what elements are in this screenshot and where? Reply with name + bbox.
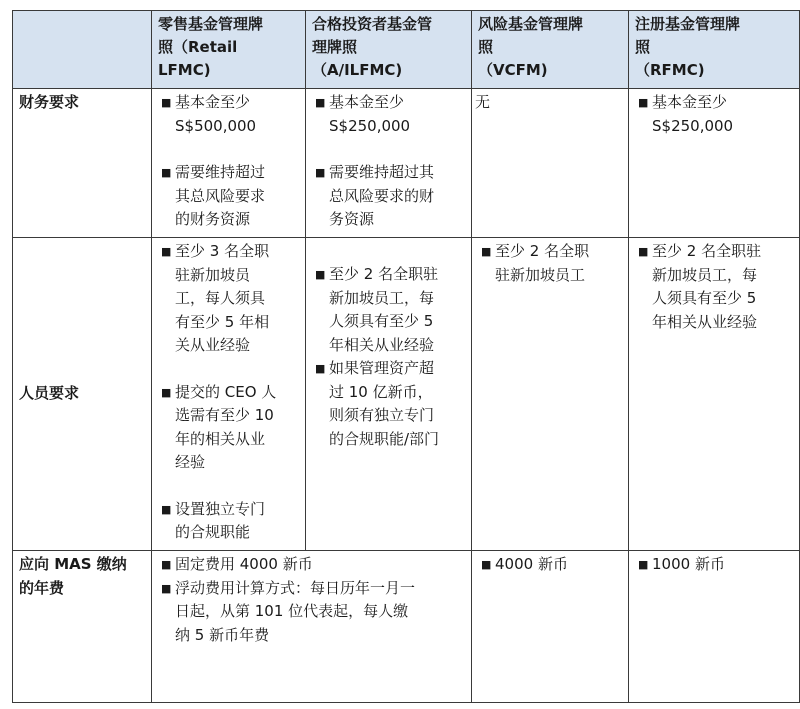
- bullet-icon: ■: [315, 362, 326, 375]
- item-line: 日起，从第 101 位代表起，每人缴: [175, 602, 409, 620]
- cell-personnel-vcfm: [472, 238, 629, 551]
- bullet-icon: ■: [161, 245, 172, 258]
- header-line: LFMC): [158, 61, 211, 79]
- item-line: 总风险要求的财: [329, 186, 435, 205]
- item-line: 需要维持超过: [175, 163, 266, 181]
- list-item: [312, 263, 465, 357]
- row-label-financial: 财务要求: [13, 89, 152, 238]
- header-row: [13, 11, 800, 89]
- header-line: 照: [478, 38, 494, 56]
- table-row-annual-fee: [13, 551, 800, 703]
- item-line: 固定费用 4000 新币: [175, 555, 313, 573]
- header-line: 照（Retail: [158, 38, 238, 56]
- item-line: 至少 2 名全职驻: [652, 242, 762, 260]
- bullet-icon: ■: [161, 502, 172, 516]
- header-line: 照: [635, 38, 651, 56]
- item-line: 设置独立专门: [175, 499, 266, 518]
- item-line: 的财务资源: [175, 210, 251, 228]
- header-line: 注册基金管理牌: [635, 15, 741, 33]
- bullet-icon: ■: [315, 96, 326, 109]
- table-row-financial: [13, 89, 800, 238]
- bullet-icon: ■: [161, 581, 172, 595]
- label-line: 应向 MAS 缴纳: [19, 555, 127, 573]
- item-line: 基本金至少: [329, 93, 405, 111]
- header-line: （RFMC): [635, 61, 705, 79]
- header-retail-lfmc: [152, 11, 306, 89]
- item-line: 选需有至少 10: [175, 406, 274, 424]
- bullet-icon: ■: [161, 96, 172, 109]
- item-line: 浮动费用计算方式：每日历年一月一: [175, 578, 416, 597]
- item-line: 纳 5 新币年费: [175, 625, 270, 644]
- cell-financial-vcfm: [472, 89, 629, 238]
- bullet-icon: ■: [638, 245, 649, 258]
- item-line: 新加坡员工，每: [652, 265, 758, 284]
- item-line: 提交的 CEO 人: [175, 382, 277, 401]
- list-item: [158, 240, 299, 358]
- label-line: 的年费: [19, 578, 65, 597]
- list-item: [158, 577, 465, 648]
- item-line: 其总风险要求: [175, 186, 266, 205]
- list-item: [635, 240, 793, 334]
- item-line: 基本金至少: [652, 93, 728, 111]
- cell-fee-vcfm: [472, 551, 629, 703]
- list-item: [635, 553, 793, 577]
- item-line: S$250,000: [329, 116, 411, 135]
- cell-financial-rfmc: [629, 89, 800, 238]
- list-item: [158, 498, 299, 545]
- bullet-icon: ■: [638, 96, 649, 109]
- item-line: 需要维持超过其: [329, 163, 435, 181]
- cell-financial-ilfmc: [306, 89, 472, 238]
- header-cell-empty: [13, 11, 152, 89]
- item-line: 年相关从业经验: [329, 335, 435, 354]
- item-line: 人须具有至少 5: [329, 312, 434, 330]
- header-rfmc: [629, 11, 800, 89]
- header-vcfm: [472, 11, 629, 89]
- item-line: 经验: [175, 453, 206, 471]
- cell-personnel-rfmc: [629, 238, 800, 551]
- list-item: [478, 240, 622, 287]
- bullet-icon: ■: [315, 268, 326, 281]
- item-line: 工，每人须具: [175, 289, 266, 307]
- bullet-icon: ■: [638, 558, 649, 571]
- item-line: 4000 新币: [495, 555, 568, 573]
- bullet-icon: ■: [161, 166, 172, 179]
- item-line: S$250,000: [652, 116, 734, 135]
- bullet-icon: ■: [481, 245, 492, 258]
- item-line: 新加坡员工，每: [329, 288, 435, 307]
- bullet-icon: ■: [481, 558, 492, 571]
- item-line: 年的相关从业: [175, 429, 266, 448]
- list-item: [635, 91, 793, 138]
- list-item: [158, 91, 299, 138]
- item-line: 驻新加坡员: [175, 265, 251, 284]
- item-line: 有至少 5 年相: [175, 312, 270, 331]
- header-line: 风险基金管理牌: [478, 15, 584, 33]
- cell-personnel-retail: [152, 238, 306, 551]
- header-line: （A/ILFMC): [312, 61, 403, 79]
- item-line: 的合规职能: [175, 523, 251, 541]
- item-line: 人须具有至少 5: [652, 289, 757, 307]
- header-a-ilfmc: [306, 11, 472, 89]
- header-line: 理牌照: [312, 38, 358, 56]
- item-line: 基本金至少: [175, 93, 251, 111]
- cell-fee-rfmc: [629, 551, 800, 703]
- header-line: 合格投资者基金管: [312, 15, 433, 33]
- list-item: [312, 91, 465, 138]
- cell-fee-retail-ilfmc: [152, 551, 472, 703]
- row-label-personnel: 人员要求: [13, 238, 152, 551]
- item-line: 过 10 亿新币，: [329, 382, 433, 401]
- list-item: [478, 553, 622, 577]
- item-line: 驻新加坡员工: [495, 265, 586, 284]
- table-row-personnel: [13, 238, 800, 551]
- item-line: 则须有独立专门: [329, 406, 435, 424]
- bullet-icon: ■: [161, 385, 172, 399]
- cell-financial-retail: [152, 89, 306, 238]
- license-comparison-table: [12, 10, 800, 703]
- list-item: [158, 553, 465, 577]
- item-line: 至少 2 名全职驻: [329, 265, 439, 283]
- header-line: （VCFM): [478, 61, 548, 79]
- item-line: 1000 新币: [652, 555, 725, 573]
- row-label-annual-fee: [13, 551, 152, 703]
- item-line: 至少 3 名全职: [175, 242, 270, 260]
- list-item: [312, 161, 465, 232]
- item-line: 年相关从业经验: [652, 312, 758, 331]
- none-text: 无: [475, 93, 491, 111]
- item-line: S$500,000: [175, 116, 257, 135]
- item-line: 至少 2 名全职: [495, 242, 590, 260]
- bullet-icon: ■: [161, 558, 172, 571]
- header-line: 零售基金管理牌: [158, 15, 264, 33]
- bullet-icon: ■: [315, 166, 326, 179]
- cell-personnel-ilfmc: [306, 238, 472, 551]
- list-item: [312, 357, 465, 451]
- item-line: 的合规职能/部门: [329, 429, 440, 448]
- item-line: 如果管理资产超: [329, 359, 435, 377]
- item-line: 务资源: [329, 210, 375, 228]
- item-line: 关从业经验: [175, 336, 251, 354]
- list-item: [158, 161, 299, 232]
- list-item: [158, 381, 299, 475]
